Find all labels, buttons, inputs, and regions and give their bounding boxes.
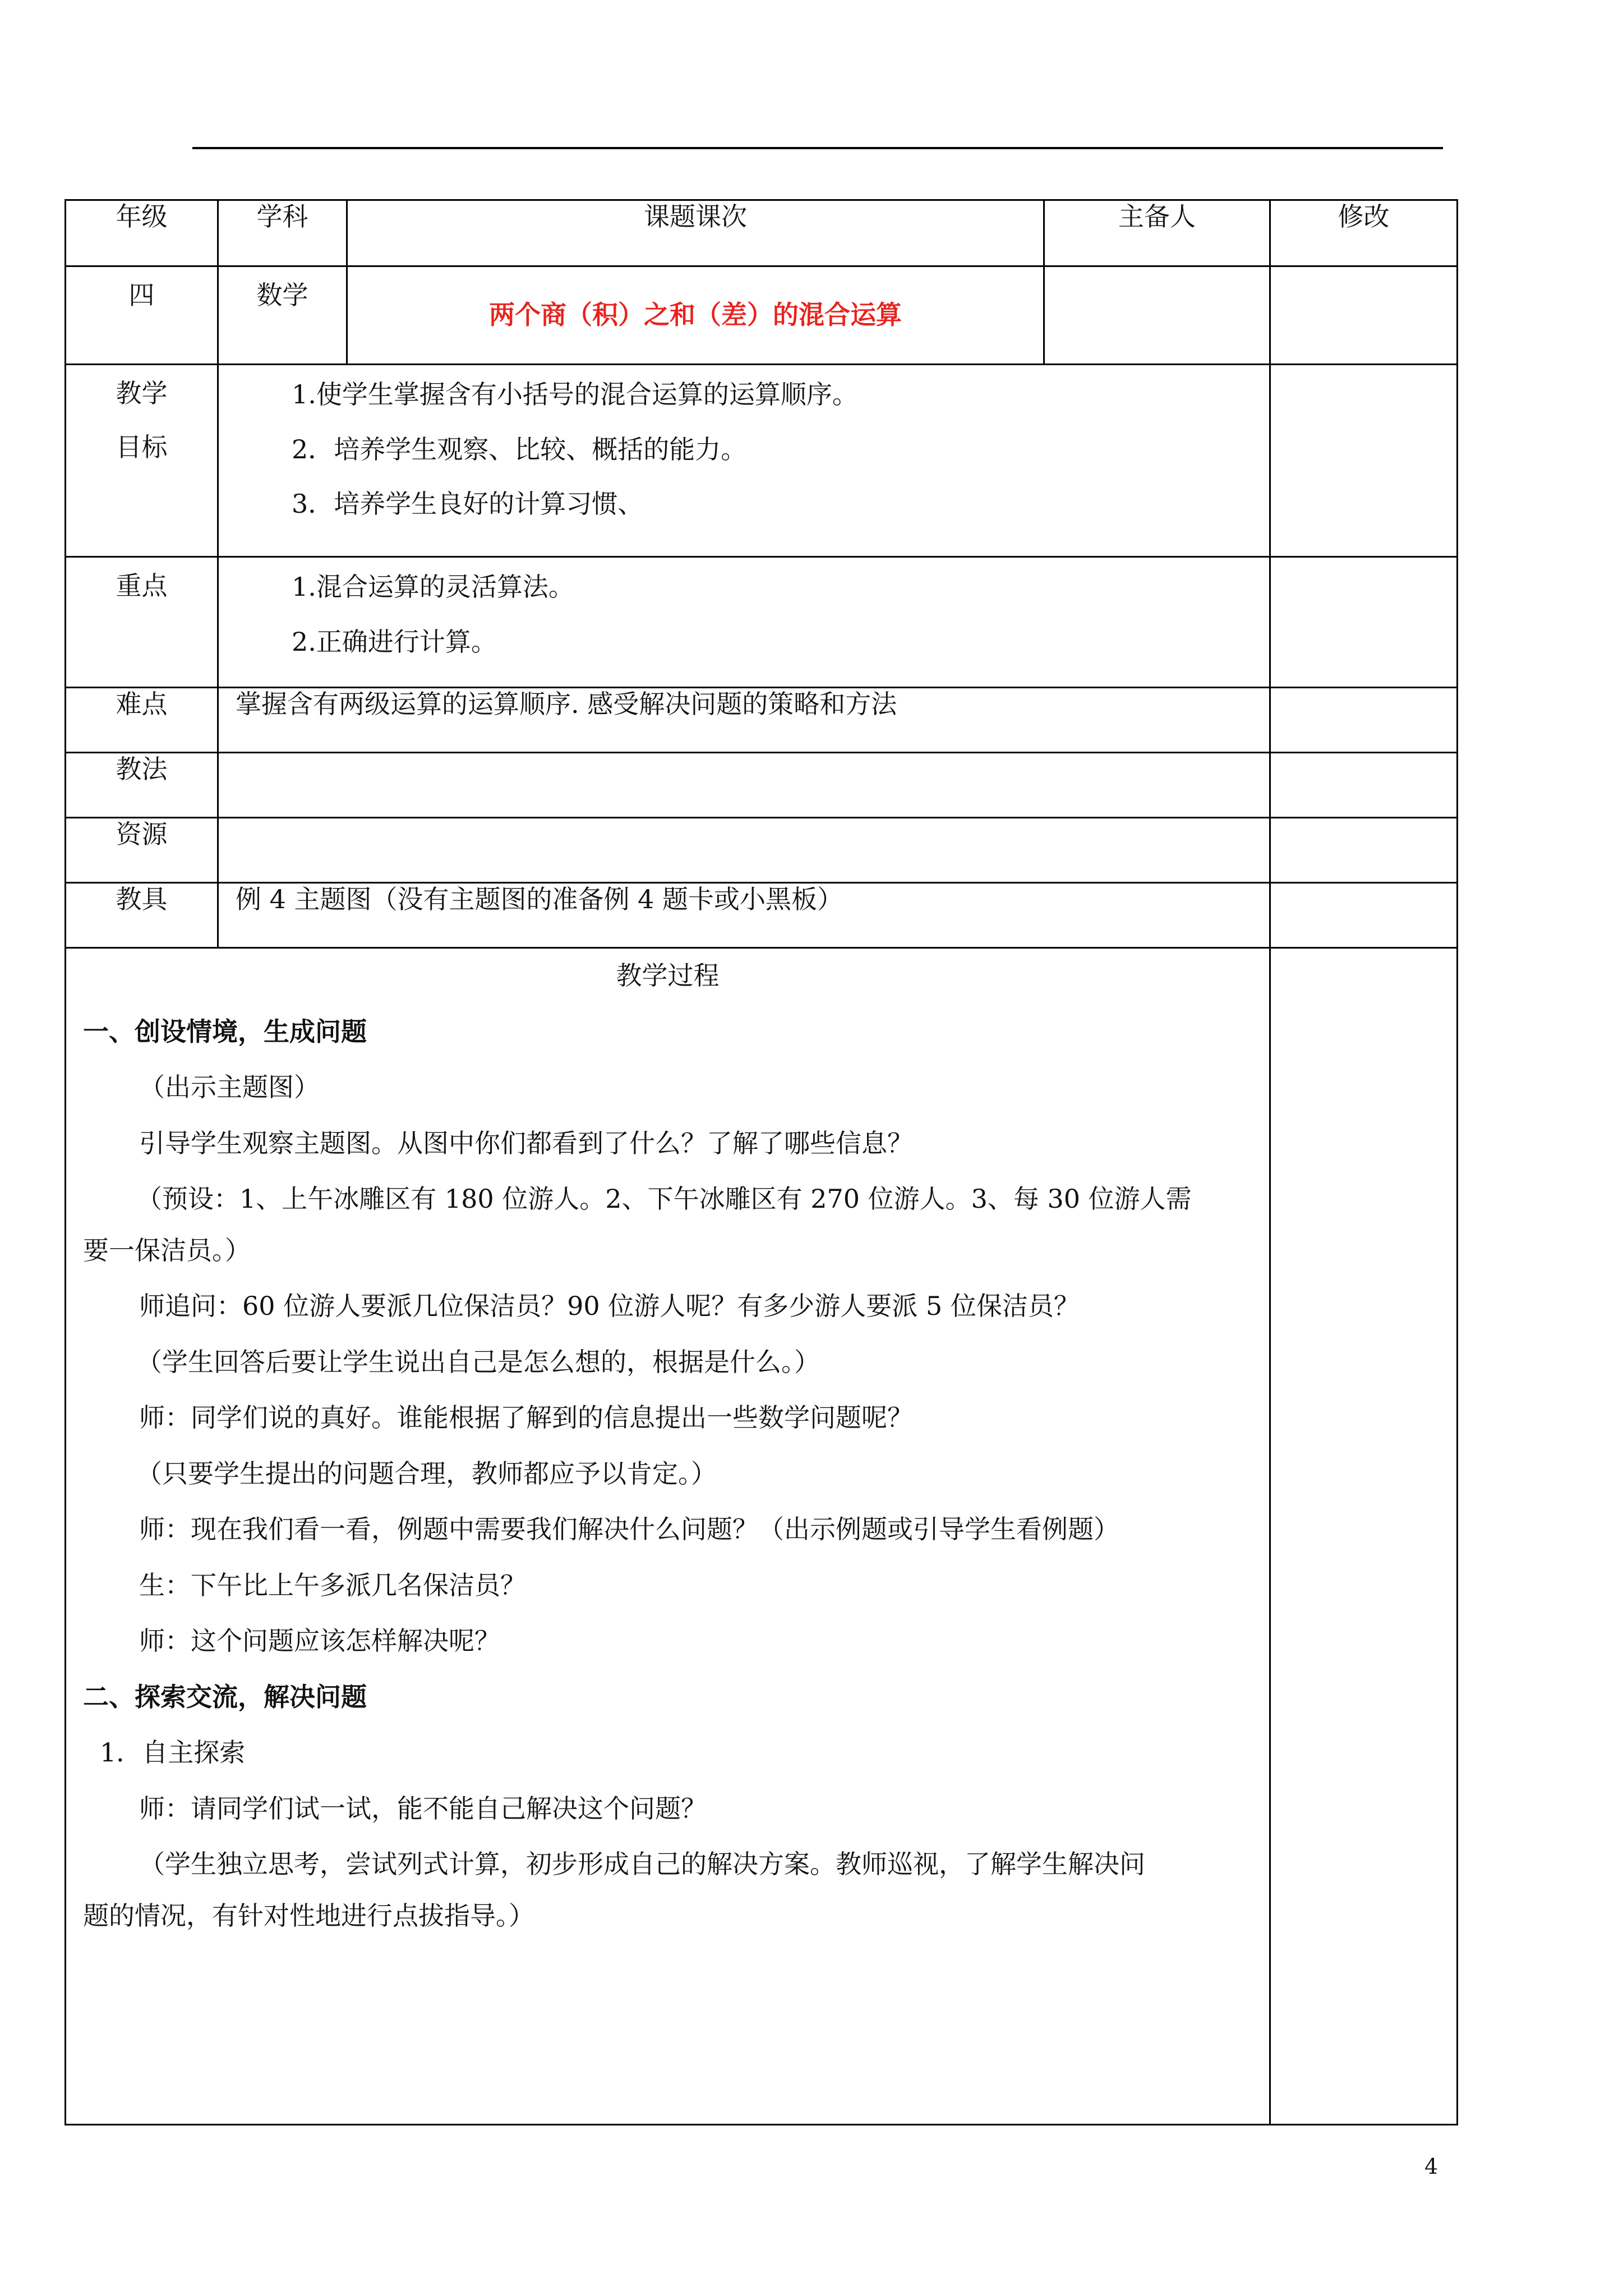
process-paragraph: （只要学生提出的问题合理，教师都应予以肯定。） bbox=[136, 1458, 717, 1489]
goals-label-line-2: 目标 bbox=[116, 431, 168, 462]
topic-header: 课题课次 bbox=[347, 200, 1044, 266]
process-paragraph: （出示主题图） bbox=[139, 1072, 320, 1102]
resources-text bbox=[218, 818, 1270, 883]
process-content bbox=[66, 948, 1270, 2125]
subject-header: 学科 bbox=[218, 200, 347, 266]
difficulty-revision bbox=[1270, 688, 1458, 753]
method-revision bbox=[1270, 753, 1458, 818]
key-point-item: 1.混合运算的灵活算法。 bbox=[292, 572, 574, 602]
subject-value: 数学 bbox=[218, 266, 347, 365]
goals-label bbox=[66, 365, 218, 557]
process-paragraph: 师：请同学们试一试，能不能自己解决这个问题？ bbox=[139, 1793, 707, 1824]
resources-label: 资源 bbox=[66, 818, 218, 883]
page-number: 4 bbox=[1424, 2154, 1438, 2179]
process-paragraph: （预设：1、上午冰雕区有 180 位游人。2、下午冰雕区有 270 位游人。3、每 30 位游人需 bbox=[136, 1184, 1192, 1214]
key-points-label bbox=[66, 557, 218, 688]
process-paragraph: （学生回答后要让学生说出自己是怎么想的，根据是什么。） bbox=[136, 1346, 820, 1377]
tools-revision bbox=[1270, 883, 1458, 948]
lesson-plan-table bbox=[64, 199, 1458, 2125]
process-paragraph: 生：下午比上午多派几名保洁员？ bbox=[139, 1570, 526, 1600]
revision-header: 修改 bbox=[1270, 200, 1458, 266]
method-row bbox=[66, 753, 1458, 818]
process-paragraph: 师：现在我们看一看，例题中需要我们解决什么问题？（出示例题或引导学生看例题） bbox=[139, 1514, 1119, 1544]
info-row bbox=[66, 266, 1458, 365]
section-heading: 二、探索交流，解决问题 bbox=[83, 1681, 367, 1712]
goal-item: 2．培养学生观察、比较、概括的能力。 bbox=[292, 434, 747, 464]
process-title: 教学过程 bbox=[616, 960, 720, 991]
method-text bbox=[218, 753, 1270, 818]
grade-value: 四 bbox=[66, 266, 218, 365]
tools-label: 教具 bbox=[66, 883, 218, 948]
goals-row bbox=[66, 365, 1458, 557]
process-paragraph: 师：这个问题应该怎样解决呢？ bbox=[139, 1626, 500, 1656]
process-paragraph-continued: 题的情况，有针对性地进行点拔指导。） bbox=[83, 1900, 534, 1931]
grade-header: 年级 bbox=[66, 200, 218, 266]
difficulty-text: 掌握含有两级运算的运算顺序. 感受解决问题的策略和方法 bbox=[218, 688, 1270, 753]
goals-revision bbox=[1270, 365, 1458, 557]
section-heading: 一、创设情境，生成问题 bbox=[83, 1016, 367, 1047]
revision-value bbox=[1270, 266, 1458, 365]
header-rule bbox=[192, 147, 1443, 149]
process-paragraph: （学生独立思考，尝试列式计算，初步形成自己的解决方案。教师巡视，了解学生解决问 bbox=[139, 1849, 1145, 1879]
process-paragraph: 1．自主探索 bbox=[100, 1737, 246, 1768]
key-points-content bbox=[218, 557, 1270, 688]
preparer-value bbox=[1044, 266, 1270, 365]
resources-row bbox=[66, 818, 1458, 883]
process-paragraph: 师：同学们说的真好。谁能根据了解到的信息提出一些数学问题呢？ bbox=[139, 1402, 913, 1433]
key-point-item: 2.正确进行计算。 bbox=[292, 626, 497, 657]
goals-content bbox=[218, 365, 1270, 557]
tools-row bbox=[66, 883, 1458, 948]
preparer-header: 主备人 bbox=[1044, 200, 1270, 266]
header-row bbox=[66, 200, 1458, 266]
process-revision bbox=[1270, 948, 1458, 2125]
key-points-label-text: 重点 bbox=[116, 570, 168, 601]
process-row bbox=[66, 948, 1458, 2125]
goals-label-line-1: 教学 bbox=[116, 378, 168, 408]
difficulty-row bbox=[66, 688, 1458, 753]
difficulty-label: 难点 bbox=[66, 688, 218, 753]
resources-revision bbox=[1270, 818, 1458, 883]
key-points-revision bbox=[1270, 557, 1458, 688]
process-paragraph: 引导学生观察主题图。从图中你们都看到了什么？了解了哪些信息？ bbox=[139, 1128, 913, 1158]
goal-item: 1.使学生掌握含有小括号的混合运算的运算顺序。 bbox=[292, 379, 858, 409]
method-label: 教法 bbox=[66, 753, 218, 818]
topic-title: 两个商（积）之和（差）的混合运算 bbox=[347, 266, 1044, 365]
goal-item: 3．培养学生良好的计算习惯、 bbox=[292, 489, 644, 519]
process-paragraph: 师追问：60 位游人要派几位保洁员？90 位游人呢？有多少游人要派 5 位保洁员？ bbox=[139, 1291, 1080, 1321]
tools-text: 例 4 主题图（没有主题图的准备例 4 题卡或小黑板） bbox=[218, 883, 1270, 948]
process-paragraph-continued: 要一保洁员。） bbox=[83, 1235, 251, 1266]
key-points-row bbox=[66, 557, 1458, 688]
